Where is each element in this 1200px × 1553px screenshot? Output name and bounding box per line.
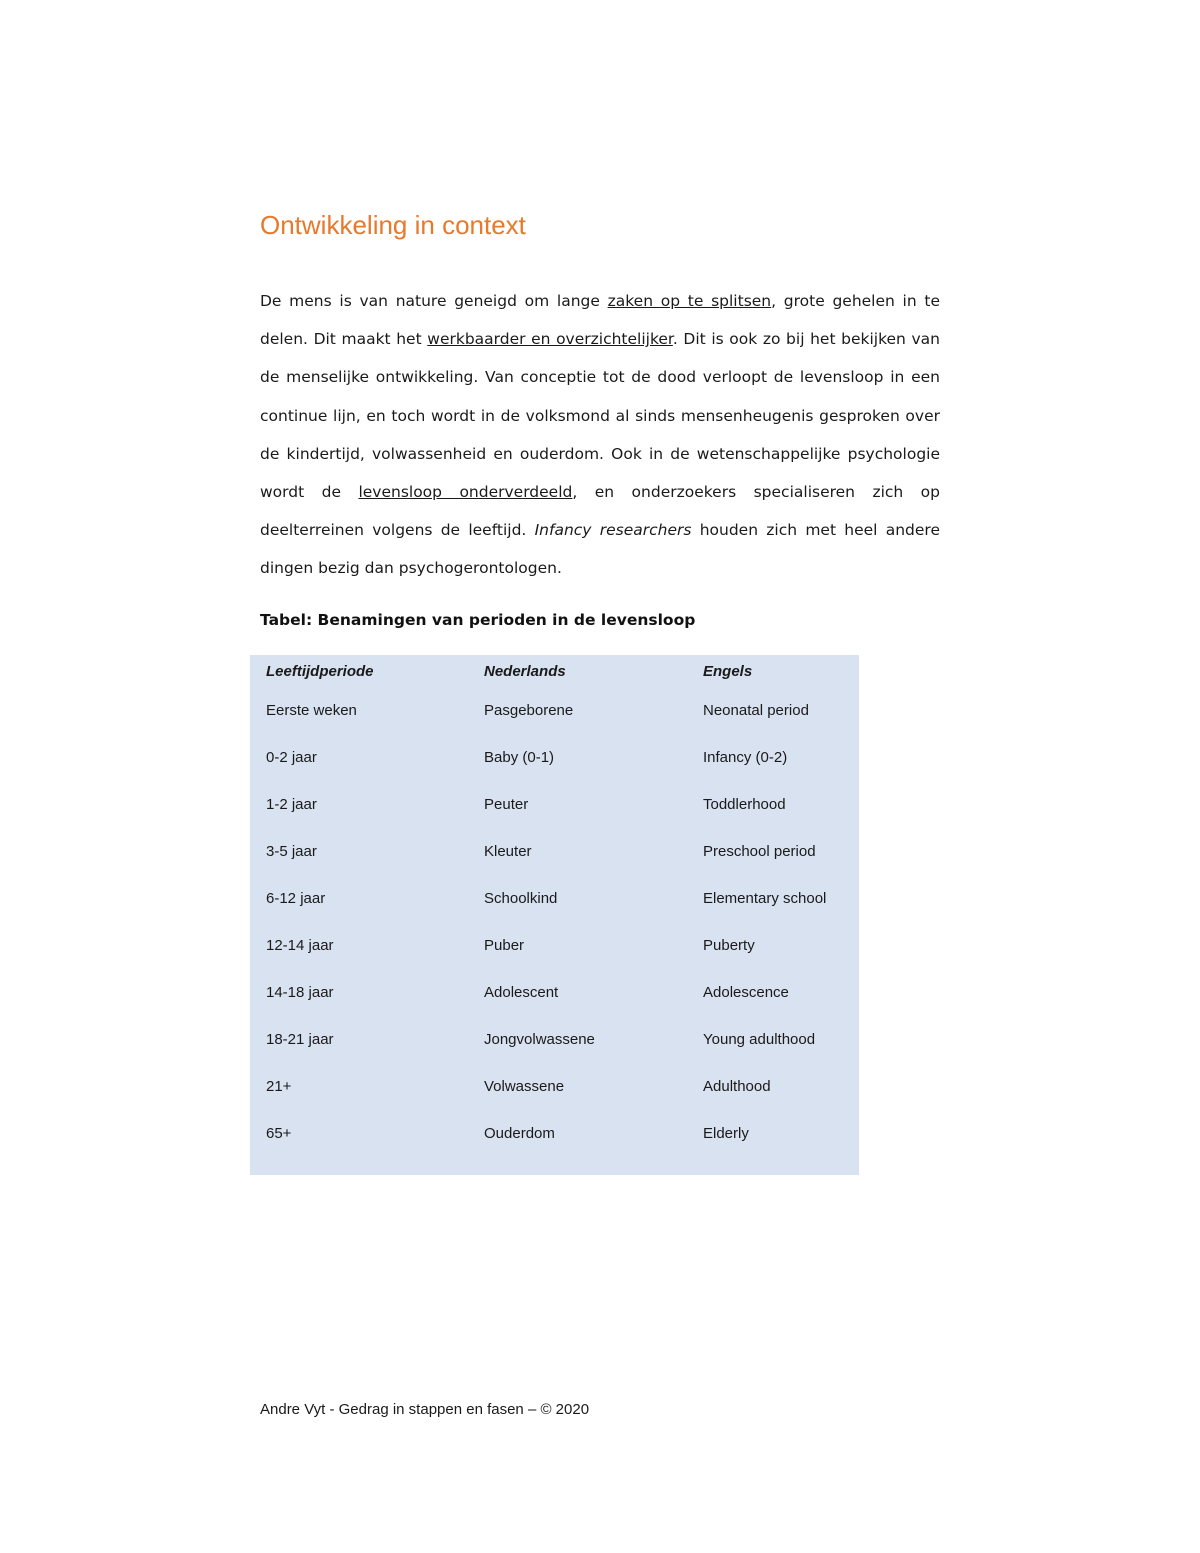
cell-age: Eerste weken [266,702,357,719]
cell-dutch: Kleuter [484,843,532,860]
cell-dutch: Puber [484,937,525,954]
table-row [250,734,859,781]
cell-english: Elderly [703,1125,749,1142]
paragraph-text: De mens is van nature geneigd om lange [260,292,608,310]
table-row [250,1016,859,1063]
cell-dutch: Ouderdom [484,1125,555,1142]
table-row [250,781,859,828]
cell-age: 21+ [266,1078,292,1095]
cell-dutch: Pasgeborene [484,702,574,719]
cell-english: Young adulthood [703,1031,816,1048]
underlined-phrase: levensloop onderverdeeld [358,483,573,502]
header-age-period: Leeftijdperiode [266,662,374,680]
life-periods-table [250,655,859,1157]
cell-dutch: Jongvolwassene [484,1031,595,1048]
cell-english: Toddlerhood [703,796,786,813]
table-caption: Tabel: Benamingen van perioden in de levensloop [260,611,696,629]
header-english: Engels [703,662,753,680]
header-dutch: Nederlands [484,662,566,680]
table-row [250,1110,859,1157]
cell-english: Puberty [703,937,755,954]
cell-english: Preschool period [703,843,816,860]
cell-age: 12-14 jaar [266,937,334,954]
table-row [250,1063,859,1110]
body-paragraph [260,282,940,588]
cell-age: 65+ [266,1125,292,1142]
table-row [250,922,859,969]
cell-english: Infancy (0-2) [703,749,788,766]
cell-dutch: Adolescent [484,984,559,1001]
cell-english: Adolescence [703,984,789,1001]
cell-age: 1-2 jaar [266,796,317,813]
paragraph-text: , en onderzoekers specialiseren zich op deelterreinen volgens de leeftijd. [260,483,940,540]
cell-dutch: Peuter [484,796,529,813]
cell-dutch: Baby (0-1) [484,749,555,766]
underlined-phrase: werkbaarder en overzichtelijker [427,330,673,349]
paragraph-text: , grote gehelen in te delen. Dit maakt het [260,292,940,349]
table-row [250,875,859,922]
table-row [250,828,859,875]
cell-english: Elementary school [703,890,827,907]
cell-age: 6-12 jaar [266,890,326,907]
cell-age: 3-5 jaar [266,843,317,860]
cell-age: 0-2 jaar [266,749,317,766]
cell-dutch: Volwassene [484,1078,565,1095]
cell-english: Adulthood [703,1078,771,1095]
cell-dutch: Schoolkind [484,890,558,907]
paragraph-text: . Dit is ook zo bij het bekijken van de menselijke ontwikkeling. Van conceptie tot de dood verloopt de levensloop in een continue lijn, en toch wordt in de volksmond al sinds mensenheugenis gesproken over de kindertijd, volwassenheid en ouderdom. Ook in de wetenschappelijke psychologie wordt de [260,330,940,502]
page-title: Ontwikkeling in context [260,210,526,240]
cell-age: 14-18 jaar [266,984,334,1001]
underlined-phrase: zaken op te splitsen [607,292,772,310]
table-row [250,969,859,1016]
italic-phrase: Infancy researchers [534,521,692,540]
cell-age: 18-21 jaar [266,1031,334,1048]
table-row [250,687,859,734]
table-header-row [250,655,859,687]
paragraph-text: houden zich met heel andere dingen bezig dan psychogerontologen. [260,521,940,578]
table-container [250,655,859,1175]
cell-english: Neonatal period [703,702,809,719]
page-footer: Andre Vyt - Gedrag in stappen en fasen – © 2020 [260,1401,590,1418]
